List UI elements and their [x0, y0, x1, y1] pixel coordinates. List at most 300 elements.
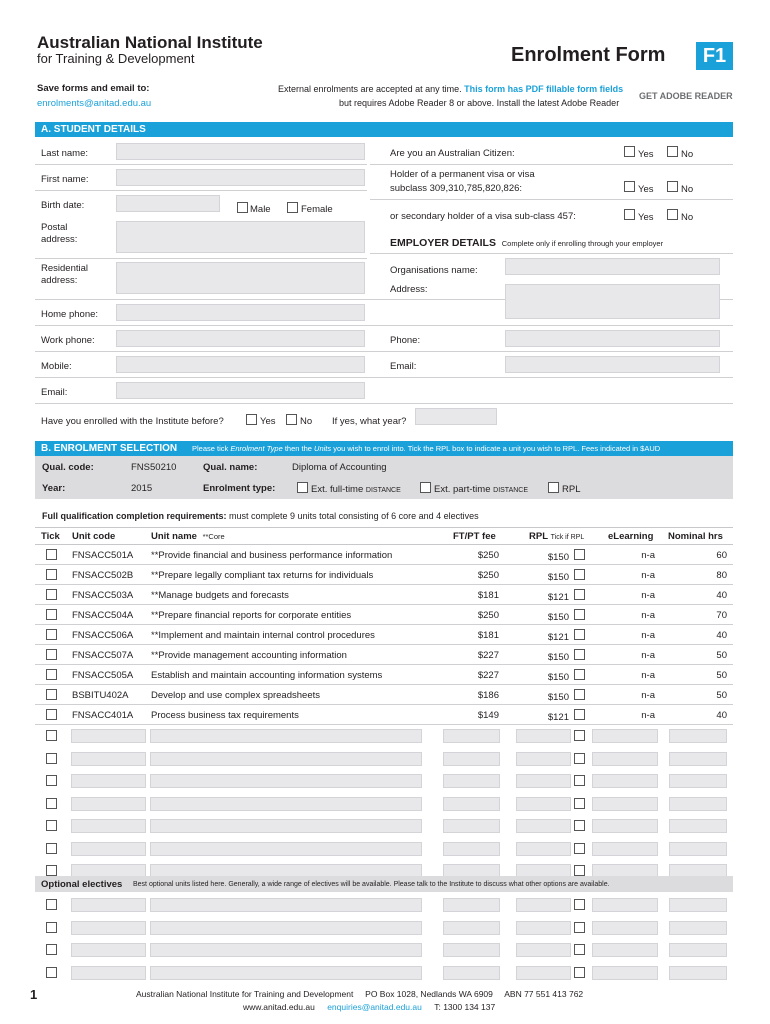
- unit-fee: $149: [477, 710, 499, 721]
- pdf-fillable-note: This form has PDF fillable form fields: [464, 84, 624, 94]
- unit-tick-checkbox[interactable]: [46, 589, 57, 600]
- visa-no-checkbox[interactable]: [667, 181, 678, 192]
- student-details-title: A. STUDENT DETAILS: [41, 124, 146, 135]
- unit-code-header: Unit code: [72, 531, 116, 542]
- unit-nominal-hrs: 70: [716, 610, 727, 621]
- blank-unit-name-input[interactable]: [150, 752, 422, 766]
- qual-code-label: Qual. code:: [42, 462, 94, 473]
- birth-date-label: Birth date:: [41, 200, 85, 211]
- visa-label-2: subclass 309,310,785,820,826:: [390, 183, 523, 194]
- unit-row: [35, 585, 733, 605]
- unit-row: [35, 705, 733, 725]
- residential-label: Residential: [41, 263, 88, 274]
- unit-name: Develop and use complex spreadsheets: [151, 690, 320, 701]
- unit-nominal-hrs: 40: [716, 710, 727, 721]
- first-name-input[interactable]: [116, 169, 365, 186]
- blank-unit-name-input[interactable]: [150, 729, 422, 743]
- blank-unit-row: [35, 940, 733, 960]
- unit-code: BSBITU402A: [72, 690, 129, 701]
- unit-rpl-fee: $121: [547, 592, 569, 603]
- blank-rpl-checkbox[interactable]: [574, 899, 585, 910]
- citizen-no-label: No: [681, 149, 694, 160]
- blank-unit-row: [35, 794, 733, 814]
- year-label: Year:: [42, 483, 66, 494]
- qual-code-value: FNS50210: [131, 462, 177, 473]
- unit-name: **Prepare legally compliant tax returns for individuals: [151, 570, 374, 581]
- core-header-text: **Core: [202, 532, 225, 541]
- unit-tick-checkbox[interactable]: [46, 709, 57, 720]
- unit-code: FNSACC502B: [72, 570, 134, 581]
- employer-address-label: Address:: [390, 284, 428, 295]
- divider: [35, 403, 733, 404]
- blank-unit-code-input[interactable]: [71, 819, 146, 833]
- blank-rpl-fee-input[interactable]: [516, 966, 571, 980]
- blank-unit-code-input[interactable]: [71, 898, 146, 912]
- enrolled-no-label: No: [300, 416, 313, 427]
- enrolment-selection-bar: [35, 441, 733, 456]
- enrolment-type-label: Enrolment type:: [203, 483, 276, 494]
- visa-no-label: No: [681, 184, 694, 195]
- blank-unit-name-input[interactable]: [150, 943, 422, 957]
- unit-rpl-checkbox[interactable]: [574, 569, 585, 580]
- if-yes-year-label: If yes, what year?: [332, 416, 407, 427]
- blank-nominal-hrs-input[interactable]: [669, 943, 727, 957]
- save-label: Save forms and email to:: [37, 83, 150, 94]
- blank-elearning-input[interactable]: [592, 898, 658, 912]
- female-label: Female: [301, 204, 333, 215]
- notice-line2: but requires Adobe Reader 8 or above. Install the latest Adobe Reader: [339, 98, 620, 108]
- footer-website-link[interactable]: www.anitad.edu.au: [243, 1002, 315, 1012]
- unit-rpl-checkbox[interactable]: [574, 709, 585, 720]
- blank-rpl-checkbox[interactable]: [574, 944, 585, 955]
- blank-fee-input[interactable]: [443, 797, 500, 811]
- blank-rpl-checkbox[interactable]: [574, 922, 585, 933]
- blank-rpl-fee-input[interactable]: [516, 943, 571, 957]
- visa457-yes-checkbox[interactable]: [624, 209, 635, 220]
- blank-unit-code-input[interactable]: [71, 943, 146, 957]
- unit-row: [35, 565, 733, 585]
- blank-elearning-input[interactable]: [592, 842, 658, 856]
- blank-unit-row: [35, 895, 733, 915]
- unit-row: [35, 545, 733, 565]
- blank-unit-code-input[interactable]: [71, 752, 146, 766]
- qual-name-value: Diploma of Accounting: [292, 462, 387, 473]
- blank-fee-input[interactable]: [443, 966, 500, 980]
- unit-rpl-checkbox[interactable]: [574, 609, 585, 620]
- last-name-label: Last name:: [41, 148, 88, 159]
- blank-rpl-checkbox[interactable]: [574, 798, 585, 809]
- employer-heading: [390, 237, 663, 249]
- email-input[interactable]: [116, 382, 365, 399]
- unit-name-header-text: Unit name: [151, 531, 197, 542]
- unit-name: **Manage budgets and forecasts: [151, 590, 289, 601]
- unit-fee: $181: [477, 630, 499, 641]
- blank-fee-input[interactable]: [443, 921, 500, 935]
- distance-text: DISTANCE: [493, 487, 529, 494]
- unit-rpl-fee: $121: [547, 632, 569, 643]
- blank-unit-row: [35, 816, 733, 836]
- unit-rpl-fee: $150: [547, 612, 569, 623]
- blank-tick-checkbox[interactable]: [46, 967, 57, 978]
- divider: [35, 377, 733, 378]
- blank-rpl-fee-input[interactable]: [516, 752, 571, 766]
- unit-name: Establish and maintain accounting information systems: [151, 670, 383, 681]
- unit-nominal-hrs: 50: [716, 650, 727, 661]
- employer-org-input[interactable]: [505, 258, 720, 275]
- blank-tick-checkbox[interactable]: [46, 865, 57, 876]
- unit-elearning: n-a: [641, 570, 655, 581]
- blank-fee-input[interactable]: [443, 898, 500, 912]
- employer-note: Complete only if enrolling through your employer: [501, 239, 664, 248]
- unit-elearning: n-a: [641, 630, 655, 641]
- unit-nominal-hrs: 50: [716, 690, 727, 701]
- form-code-badge: F1: [696, 42, 733, 70]
- blank-unit-row: [35, 749, 733, 769]
- unit-elearning: n-a: [641, 550, 655, 561]
- unit-rpl-checkbox[interactable]: [574, 669, 585, 680]
- enrolled-year-input[interactable]: [415, 408, 497, 425]
- blank-nominal-hrs-input[interactable]: [669, 898, 727, 912]
- requirements-text: must complete 9 units total consisting of 6 core and 4 electives: [226, 511, 479, 521]
- divider: [35, 351, 733, 352]
- unit-tick-checkbox[interactable]: [46, 629, 57, 640]
- unit-elearning: n-a: [641, 590, 655, 601]
- blank-tick-checkbox[interactable]: [46, 944, 57, 955]
- unit-elearning: n-a: [641, 670, 655, 681]
- blank-unit-name-input[interactable]: [150, 966, 422, 980]
- notice-text: External enrolments are accepted at any time.: [278, 84, 462, 94]
- male-checkbox[interactable]: [237, 202, 248, 213]
- row-divider: [35, 724, 733, 725]
- blank-elearning-input[interactable]: [592, 943, 658, 957]
- blank-nominal-hrs-input[interactable]: [669, 729, 727, 743]
- blank-tick-checkbox[interactable]: [46, 922, 57, 933]
- visa457-no-label: No: [681, 212, 694, 223]
- visa-yes-checkbox[interactable]: [624, 181, 635, 192]
- unit-elearning: n-a: [641, 710, 655, 721]
- visa457-yes-label: Yes: [638, 212, 654, 223]
- blank-tick-checkbox[interactable]: [46, 798, 57, 809]
- divider: [35, 164, 367, 165]
- unit-rpl-checkbox[interactable]: [574, 629, 585, 640]
- blank-tick-checkbox[interactable]: [46, 820, 57, 831]
- blank-tick-checkbox[interactable]: [46, 899, 57, 910]
- employer-address-input[interactable]: [505, 284, 720, 319]
- unit-code: FNSACC503A: [72, 590, 134, 601]
- unit-code: FNSACC504A: [72, 610, 134, 621]
- tick-header: Tick: [41, 531, 60, 542]
- unit-tick-checkbox[interactable]: [46, 669, 57, 680]
- divider: [370, 199, 733, 200]
- visa-label-1: Holder of a permanent visa or visa: [390, 169, 535, 180]
- unit-rpl-fee: $121: [547, 712, 569, 723]
- male-label: Male: [250, 204, 271, 215]
- unit-rpl-checkbox[interactable]: [574, 589, 585, 600]
- blank-unit-name-input[interactable]: [150, 819, 422, 833]
- blank-nominal-hrs-input[interactable]: [669, 797, 727, 811]
- enrolled-no-checkbox[interactable]: [286, 414, 297, 425]
- get-adobe-reader-link[interactable]: GET ADOBE READER: [639, 91, 733, 101]
- unit-elearning: n-a: [641, 690, 655, 701]
- unit-row: [35, 665, 733, 685]
- part-time-text: Ext. part-time: [434, 484, 491, 495]
- rpl-header: [529, 531, 584, 542]
- blank-elearning-input[interactable]: [592, 729, 658, 743]
- unit-code: FNSACC401A: [72, 710, 134, 721]
- home-phone-label: Home phone:: [41, 309, 99, 320]
- unit-rpl-checkbox[interactable]: [574, 549, 585, 560]
- blank-rpl-fee-input[interactable]: [516, 797, 571, 811]
- enrolled-yes-checkbox[interactable]: [246, 414, 257, 425]
- blank-nominal-hrs-input[interactable]: [669, 921, 727, 935]
- unit-tick-checkbox[interactable]: [46, 569, 57, 580]
- blank-rpl-checkbox[interactable]: [574, 730, 585, 741]
- employer-email-input[interactable]: [505, 356, 720, 373]
- employer-org-label: Organisations name:: [390, 265, 478, 276]
- org-subtitle: for Training & Development: [37, 51, 195, 66]
- birth-date-input[interactable]: [116, 195, 220, 212]
- unit-name: Process business tax requirements: [151, 710, 299, 721]
- rpl-checkbox[interactable]: [548, 482, 559, 493]
- unit-tick-checkbox[interactable]: [46, 609, 57, 620]
- blank-elearning-input[interactable]: [592, 819, 658, 833]
- unit-nominal-hrs: 40: [716, 630, 727, 641]
- unit-rpl-fee: $150: [547, 692, 569, 703]
- part-time-label: [434, 484, 528, 495]
- blank-tick-checkbox[interactable]: [46, 730, 57, 741]
- divider: [35, 258, 367, 259]
- unit-name: **Provide management accounting information: [151, 650, 347, 661]
- org-name: Australian National Institute: [37, 33, 263, 52]
- unit-name: **Provide financial and business performance information: [151, 550, 393, 561]
- blank-rpl-fee-input[interactable]: [516, 774, 571, 788]
- note-part: then the: [282, 444, 315, 453]
- mobile-label: Mobile:: [41, 361, 72, 372]
- enrolled-before-label: Have you enrolled with the Institute before?: [41, 416, 224, 427]
- blank-unit-code-input[interactable]: [71, 842, 146, 856]
- notice-line1: [278, 84, 623, 94]
- blank-elearning-input[interactable]: [592, 774, 658, 788]
- note-part: Please tick: [192, 444, 231, 453]
- distance-text: DISTANCE: [365, 487, 401, 494]
- residential-label-2: address:: [41, 275, 78, 286]
- divider: [35, 325, 733, 326]
- unit-nominal-hrs: 50: [716, 670, 727, 681]
- work-phone-label: Work phone:: [41, 335, 95, 346]
- blank-unit-name-input[interactable]: [150, 774, 422, 788]
- blank-rpl-fee-input[interactable]: [516, 842, 571, 856]
- blank-unit-code-input[interactable]: [71, 921, 146, 935]
- note-part-italic: Enrolment Type: [230, 444, 283, 453]
- citizen-no-checkbox[interactable]: [667, 146, 678, 157]
- blank-rpl-checkbox[interactable]: [574, 753, 585, 764]
- page-number: 1: [30, 987, 38, 1002]
- blank-rpl-fee-input[interactable]: [516, 921, 571, 935]
- unit-fee: $186: [477, 690, 499, 701]
- blank-unit-row: [35, 839, 733, 859]
- blank-unit-code-input[interactable]: [71, 729, 146, 743]
- unit-row: [35, 605, 733, 625]
- divider: [370, 164, 733, 165]
- blank-elearning-input[interactable]: [592, 752, 658, 766]
- student-details-bar: [35, 122, 733, 137]
- blank-unit-code-input[interactable]: [71, 774, 146, 788]
- footer-line2: [243, 1002, 495, 1012]
- mobile-input[interactable]: [116, 356, 365, 373]
- blank-unit-name-input[interactable]: [150, 921, 422, 935]
- divider: [370, 253, 733, 254]
- unit-name: **Prepare financial reports for corporate entities: [151, 610, 352, 621]
- unit-rpl-fee: $150: [547, 652, 569, 663]
- home-phone-input[interactable]: [116, 304, 365, 321]
- footer-line1: Australian National Institute for Training and Development PO Box 1028, Nedlands WA 6909 ABN 77 551 413 762: [136, 989, 584, 999]
- unit-rpl-checkbox[interactable]: [574, 649, 585, 660]
- blank-fee-input[interactable]: [443, 729, 500, 743]
- visa457-no-checkbox[interactable]: [667, 209, 678, 220]
- blank-rpl-checkbox[interactable]: [574, 820, 585, 831]
- blank-unit-row: [35, 726, 733, 746]
- unit-fee: $250: [477, 550, 499, 561]
- unit-code: FNSACC507A: [72, 650, 134, 661]
- blank-unit-name-input[interactable]: [150, 797, 422, 811]
- employer-phone-input[interactable]: [505, 330, 720, 347]
- blank-nominal-hrs-input[interactable]: [669, 966, 727, 980]
- blank-nominal-hrs-input[interactable]: [669, 819, 727, 833]
- employer-phone-label: Phone:: [390, 335, 421, 346]
- requirements-bold: Full qualification completion requirements:: [42, 511, 227, 521]
- blank-elearning-input[interactable]: [592, 966, 658, 980]
- blank-fee-input[interactable]: [443, 842, 500, 856]
- unit-fee: $250: [477, 610, 499, 621]
- blank-rpl-checkbox[interactable]: [574, 865, 585, 876]
- unit-nominal-hrs: 40: [716, 590, 727, 601]
- unit-fee: $227: [477, 650, 499, 661]
- blank-elearning-input[interactable]: [592, 921, 658, 935]
- unit-tick-checkbox[interactable]: [46, 689, 57, 700]
- blank-unit-name-input[interactable]: [150, 898, 422, 912]
- divider: [35, 190, 367, 191]
- blank-unit-row: [35, 771, 733, 791]
- optional-electives-bar: [35, 876, 733, 892]
- blank-nominal-hrs-input[interactable]: [669, 842, 727, 856]
- blank-fee-input[interactable]: [443, 943, 500, 957]
- year-value: 2015: [131, 483, 153, 494]
- first-name-label: First name:: [41, 174, 89, 185]
- nominal-hrs-header: Nominal hrs: [668, 531, 723, 542]
- blank-unit-row: [35, 963, 733, 983]
- employer-title: EMPLOYER DETAILS: [390, 237, 496, 249]
- optional-electives-title: Optional electives: [41, 879, 123, 890]
- blank-unit-name-input[interactable]: [150, 842, 422, 856]
- blank-rpl-fee-input[interactable]: [516, 729, 571, 743]
- female-checkbox[interactable]: [287, 202, 298, 213]
- unit-name: **Implement and maintain internal control procedures: [151, 630, 375, 641]
- unit-code: FNSACC501A: [72, 550, 134, 561]
- employer-email-label: Email:: [390, 361, 417, 372]
- blank-unit-code-input[interactable]: [71, 966, 146, 980]
- residential-address-input[interactable]: [116, 262, 365, 294]
- work-phone-input[interactable]: [116, 330, 365, 347]
- unit-fee: $227: [477, 670, 499, 681]
- qual-name-label: Qual. name:: [203, 462, 258, 473]
- unit-nominal-hrs: 60: [716, 550, 727, 561]
- unit-rpl-fee: $150: [547, 552, 569, 563]
- visa457-label: or secondary holder of a visa sub-class 457:: [390, 211, 576, 222]
- unit-fee: $250: [477, 570, 499, 581]
- postal-label-2: address:: [41, 234, 78, 245]
- fee-header: FT/PT fee: [453, 531, 496, 542]
- save-email-link[interactable]: enrolments@anitad.edu.au: [37, 98, 152, 109]
- unit-row: [35, 645, 733, 665]
- form-title: Enrolment Form: [511, 44, 666, 66]
- part-time-checkbox[interactable]: [420, 482, 431, 493]
- blank-fee-input[interactable]: [443, 774, 500, 788]
- unit-row: [35, 685, 733, 705]
- unit-elearning: n-a: [641, 650, 655, 661]
- blank-rpl-checkbox[interactable]: [574, 843, 585, 854]
- unit-elearning: n-a: [641, 610, 655, 621]
- citizen-yes-checkbox[interactable]: [624, 146, 635, 157]
- enrolment-selection-note: [192, 444, 660, 453]
- postal-address-input[interactable]: [116, 221, 365, 253]
- optional-electives-note: Best optional units listed here. Generally, a wide range of electives will be available. Please talk to the Institute to discuss what other options are available.: [133, 881, 610, 888]
- citizen-yes-label: Yes: [638, 149, 654, 160]
- blank-rpl-fee-input[interactable]: [516, 898, 571, 912]
- blank-tick-checkbox[interactable]: [46, 843, 57, 854]
- full-time-text: Ext. full-time: [311, 484, 364, 495]
- unit-name-header: [151, 531, 225, 542]
- unit-row: [35, 625, 733, 645]
- blank-unit-row: [35, 918, 733, 938]
- rpl-header-text: RPL: [529, 531, 548, 542]
- blank-tick-checkbox[interactable]: [46, 775, 57, 786]
- citizen-label: Are you an Australian Citizen:: [390, 148, 515, 159]
- unit-tick-checkbox[interactable]: [46, 549, 57, 560]
- elearning-header: eLearning: [608, 531, 654, 542]
- unit-code: FNSACC506A: [72, 630, 134, 641]
- full-time-label: [311, 484, 401, 495]
- rpl-header-note: Tick if RPL: [550, 534, 585, 541]
- blank-rpl-fee-input[interactable]: [516, 819, 571, 833]
- last-name-input[interactable]: [116, 143, 365, 160]
- note-part-italic: Units: [314, 444, 332, 453]
- blank-rpl-checkbox[interactable]: [574, 775, 585, 786]
- unit-rpl-checkbox[interactable]: [574, 689, 585, 700]
- unit-code: FNSACC505A: [72, 670, 134, 681]
- blank-fee-input[interactable]: [443, 819, 500, 833]
- blank-elearning-input[interactable]: [592, 797, 658, 811]
- email-label: Email:: [41, 387, 68, 398]
- footer-email-link[interactable]: enquiries@anitad.edu.au: [327, 1002, 422, 1012]
- blank-unit-code-input[interactable]: [71, 797, 146, 811]
- unit-tick-checkbox[interactable]: [46, 649, 57, 660]
- unit-fee: $181: [477, 590, 499, 601]
- units-table-header: [35, 527, 733, 545]
- blank-nominal-hrs-input[interactable]: [669, 752, 727, 766]
- blank-fee-input[interactable]: [443, 752, 500, 766]
- blank-tick-checkbox[interactable]: [46, 753, 57, 764]
- blank-rpl-checkbox[interactable]: [574, 967, 585, 978]
- unit-rpl-fee: $150: [547, 572, 569, 583]
- blank-nominal-hrs-input[interactable]: [669, 774, 727, 788]
- note-part: you wish to enrol into. Tick the RPL box to indicate a unit you wish to RPL. Fees indicated in $AUD: [331, 444, 661, 453]
- full-time-checkbox[interactable]: [297, 482, 308, 493]
- rpl-label: RPL: [562, 484, 581, 495]
- enrolment-selection-title: B. ENROLMENT SELECTION: [41, 443, 178, 454]
- completion-requirements: [42, 511, 479, 521]
- visa-yes-label: Yes: [638, 184, 654, 195]
- unit-nominal-hrs: 80: [716, 570, 727, 581]
